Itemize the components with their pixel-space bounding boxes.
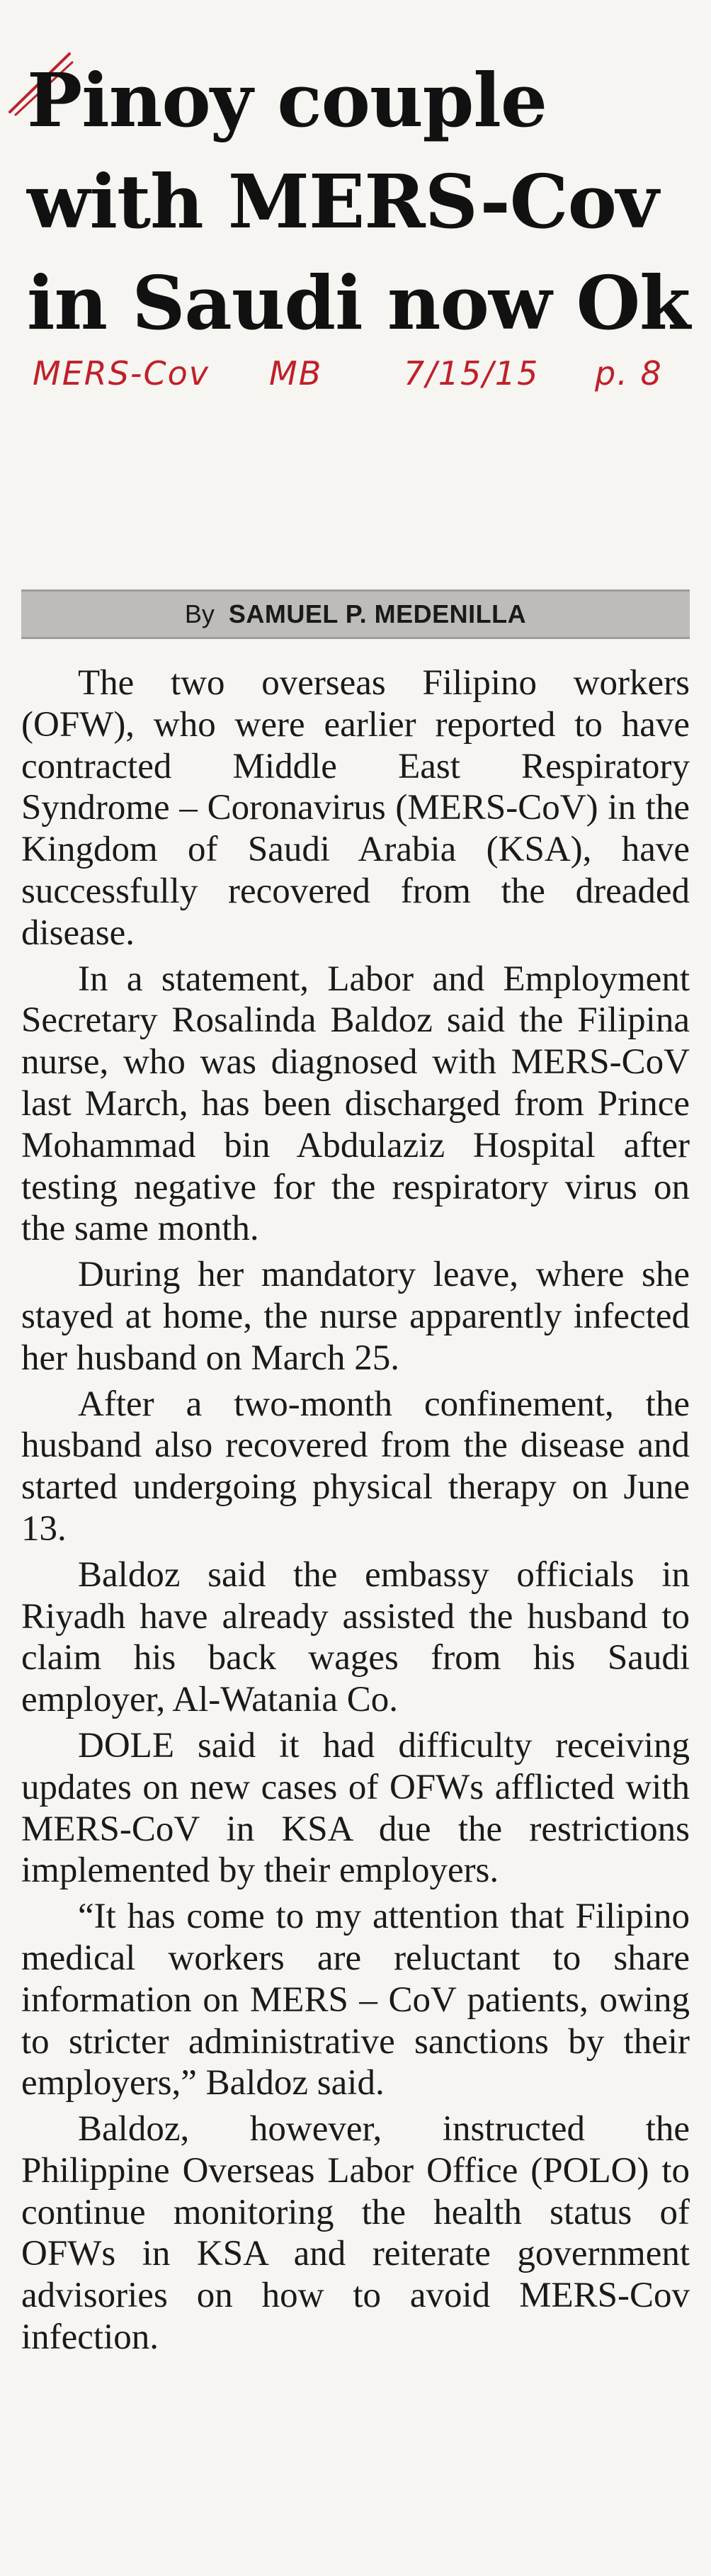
paragraph: During her mandatory leave, where she stayed at home, the nurse apparently infected her husband on March 25. — [21, 1255, 690, 1378]
handwritten-date: 7/15/15 — [404, 354, 540, 392]
headline — [27, 50, 693, 354]
handwritten-annotation — [28, 354, 694, 404]
paragraph: DOLE said it had difficulty receiving updates on new cases of OFWs afflicted with MERS-CoV in KSA due the restrictions implemented by their employers. — [21, 1725, 690, 1891]
byline-prefix: By — [184, 599, 215, 628]
paragraph: In a statement, Labor and Employment Secretary Rosalinda Baldoz said the Filipina nurse, who was diagnosed with MERS-CoV last March, has been discharged from Prince Mohammad bin Abdulaziz Hospital after testing negative for the respiratory virus on the same month. — [21, 959, 690, 1249]
byline-author: SAMUEL P. MEDENILLA — [228, 599, 527, 628]
article-body — [21, 662, 690, 2358]
paragraph: “It has come to my attention that Filipino medical workers are reluctant to share information on MERS – CoV patients, owing to stricter administrative sanctions by their employers,” Baldoz said. — [21, 1897, 690, 2103]
headline-line-2: with MERS-Cov — [27, 158, 659, 245]
handwritten-source: MB — [269, 354, 323, 392]
byline — [21, 589, 690, 639]
paragraph: After a two-month confinement, the husband also recovered from the disease and started undergoing physical therapy on June 13. — [21, 1384, 690, 1549]
headline-line-1: Pinoy couple — [27, 57, 547, 144]
paragraph: Baldoz said the embassy officials in Riyadh have already assisted the husband to claim his back wages from his Saudi employer, Al-Watania Co. — [21, 1554, 690, 1720]
handwritten-topic: MERS-Cov — [33, 354, 210, 392]
paragraph: Baldoz, however, instructed the Philippine Overseas Labor Office (POLO) to continue monitoring the health status of OFWs in KSA and reiterate government advisories on how to avoid MERS-Cov infection. — [21, 2109, 690, 2358]
headline-line-3: in Saudi now Ok — [27, 259, 690, 346]
paragraph: The two overseas Filipino workers (OFW), who were earlier reported to have contracted Middle East Respiratory Syndrome – Coronavirus (MERS-CoV) in the Kingdom of Saudi Arabia (KSA), have successfully recovered from the dreaded disease. — [21, 663, 690, 953]
handwritten-page: p. 8 — [595, 354, 663, 392]
